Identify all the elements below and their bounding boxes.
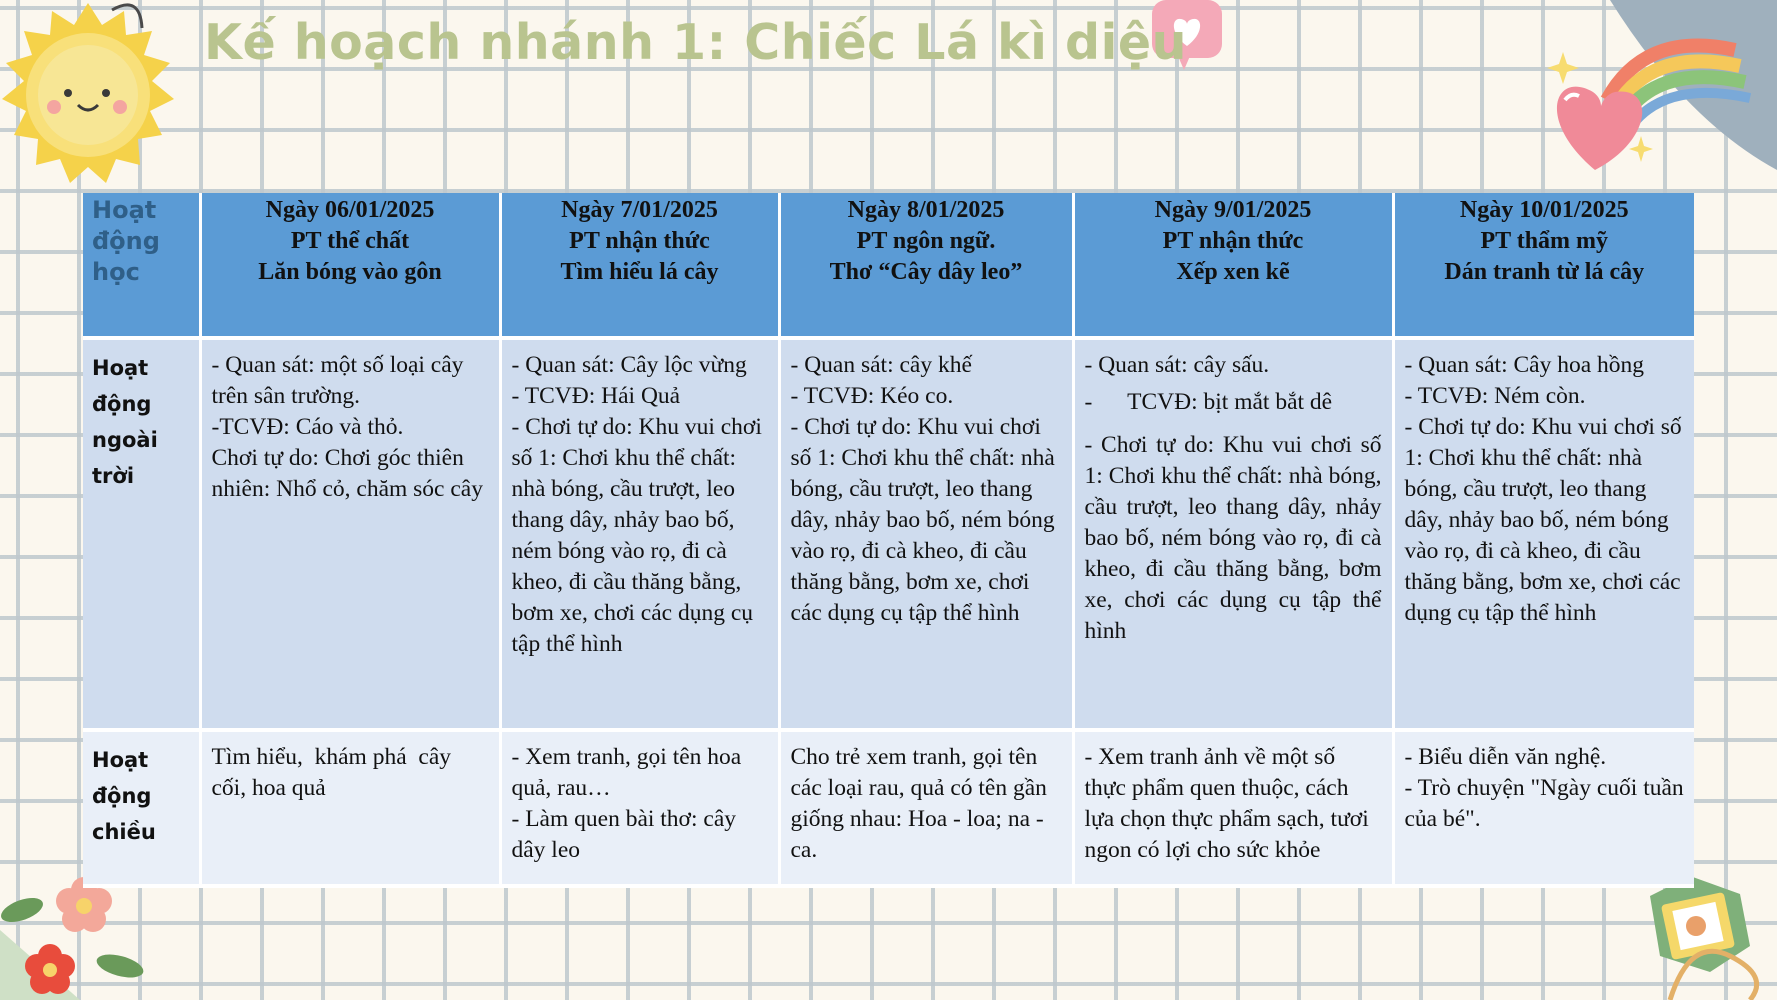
- afternoon-cell-2: - Xem tranh, gọi tên hoa quả, rau… - Làm quen bài thơ: cây dây leo: [500, 730, 779, 886]
- day-area: PT ngôn ngữ.: [856, 228, 996, 254]
- weekly-plan-table: [83, 193, 1694, 888]
- outdoor-cell-2: - Quan sát: Cây lộc vừng - TCVĐ: Hái Quả - Chơi tự do: Khu vui chơi số 1: Chơi khu thể chất: nhà bóng, cầu trượt, leo thang dây, nhảy bao bố, ném bóng vào rọ, đi cà kheo, đi cầu thăng bằng, bơm xe, chơi các dụng cụ tập thể hình: [500, 338, 779, 730]
- day-activity: Dán tranh từ lá cây: [1444, 259, 1645, 285]
- day-area: PT nhận thức: [1162, 228, 1304, 254]
- outdoor-cell-3: - Quan sát: cây khế - TCVĐ: Kéo co. - Chơi tự do: Khu vui chơi số 1: Chơi khu thể chất: nhà bóng, cầu trượt, leo thang dây, nhảy bao bố, ném bóng vào rọ, đi cà kheo, đi cầu thăng bằng, bơm xe, chơi các dụng cụ tập thể hình: [779, 338, 1073, 730]
- day-header-1: [200, 193, 500, 338]
- row-label-learning: Hoạt động học: [83, 193, 200, 338]
- day-header-5: [1393, 193, 1694, 338]
- outdoor-cell-1: - Quan sát: một số loại cây trên sân trường. -TCVĐ: Cáo và thỏ. Chơi tự do: Chơi góc thiên nhiên: Nhổ cỏ, chăm sóc cây: [200, 338, 500, 730]
- photo-frame-icon: [1630, 876, 1777, 1000]
- row-label-afternoon: Hoạt động chiều: [83, 730, 200, 886]
- day-header-2: [500, 193, 779, 338]
- day-activity: Xếp xen kẽ: [1176, 259, 1290, 285]
- day-area: PT thẩm mỹ: [1480, 228, 1609, 254]
- day-header-3: [779, 193, 1073, 338]
- header-row: [83, 193, 1694, 338]
- afternoon-cell-3: Cho trẻ xem tranh, gọi tên các loại rau, quả có tên gần giống nhau: Hoa - loa; na - ca.: [779, 730, 1073, 886]
- day-area: PT nhận thức: [569, 228, 710, 254]
- day-activity: Lăn bóng vào gôn: [258, 259, 442, 285]
- outdoor-row: [83, 338, 1694, 730]
- day-header-4: [1073, 193, 1393, 338]
- afternoon-cell-1: Tìm hiểu, khám phá cây cối, hoa quả: [200, 730, 500, 886]
- day-activity: Thơ “Cây dây leo”: [829, 259, 1023, 285]
- afternoon-row: [83, 730, 1694, 886]
- afternoon-cell-4: - Xem tranh ảnh về một số thực phẩm quen thuộc, cách lựa chọn thực phẩm sạch, tươi ngon có lợi cho sức khỏe: [1073, 730, 1393, 886]
- outdoor-cell-5: - Quan sát: Cây hoa hồng - TCVĐ: Ném còn. - Chơi tự do: Khu vui chơi số 1: Chơi khu thể chất: nhà bóng, cầu trượt, leo thang dây, nhảy bao bố, ném bóng vào rọ, đi cà kheo, đi cầu thăng bằng, bơm xe, chơi các dụng cụ tập thể hình: [1393, 338, 1694, 730]
- day-activity: Tìm hiểu lá cây: [560, 259, 719, 285]
- outdoor-cell-4: - Quan sát: cây sấu. - TCVĐ: bịt mắt bắt dê - Chơi tự do: Khu vui chơi số 1: Chơi khu thể chất: nhà bóng, cầu trượt, leo thang dây, nhảy bao bố, ném bóng vào rọ, đi cà kheo, đi cầu thăng bằng, bơm xe, chơi các dụng cụ tập thể hình: [1073, 338, 1393, 730]
- day-date: Ngày 7/01/2025: [561, 197, 718, 223]
- rainbow-heart-icon: [1535, 0, 1777, 180]
- day-date: Ngày 9/01/2025: [1154, 197, 1312, 223]
- day-date: Ngày 8/01/2025: [847, 197, 1005, 223]
- sun-icon: [0, 0, 190, 195]
- day-date: Ngày 06/01/2025: [265, 197, 435, 223]
- row-label-outdoor: Hoạt động ngoài trời: [83, 338, 200, 730]
- afternoon-cell-5: - Biểu diễn văn nghệ. - Trò chuyện "Ngày cuối tuần của bé".: [1393, 730, 1694, 886]
- day-area: PT thể chất: [290, 228, 410, 254]
- flower-icon: [0, 870, 160, 1000]
- day-date: Ngày 10/01/2025: [1459, 197, 1629, 223]
- page-title: Kế hoạch nhánh 1: Chiếc Lá kì diệu: [204, 14, 1188, 71]
